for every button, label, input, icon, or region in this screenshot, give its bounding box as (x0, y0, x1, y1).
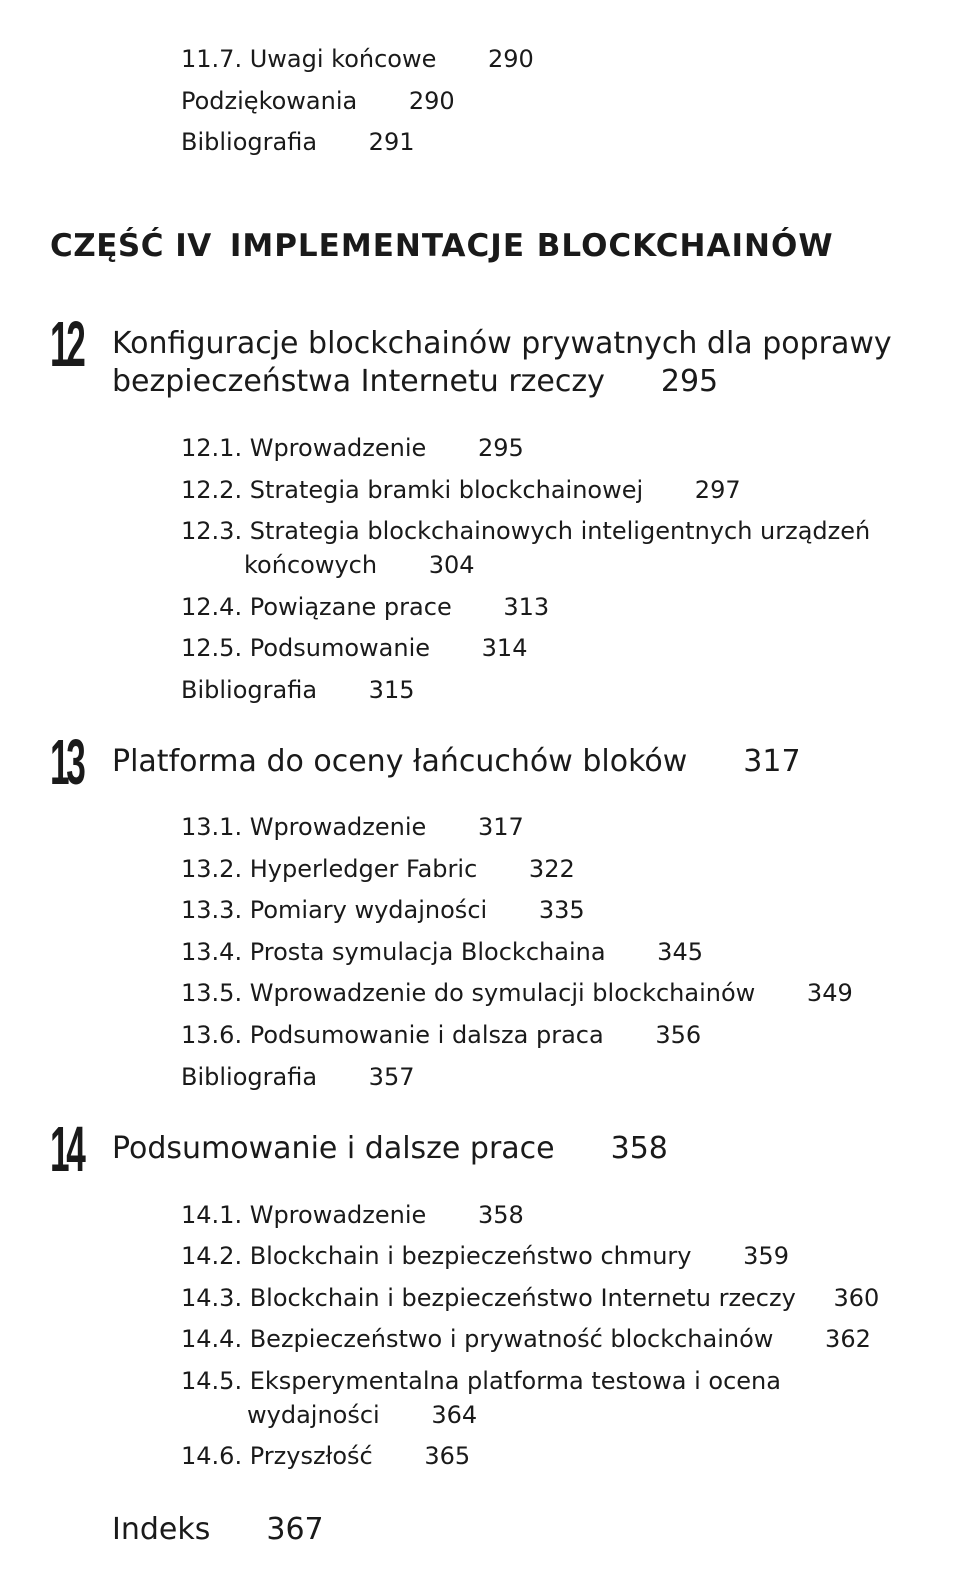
chapter-title-line: Konfiguracje blockchainów prywatnych dla poprawy (112, 326, 892, 361)
section-title: Wprowadzenie (249, 813, 427, 841)
toc-entry (181, 937, 703, 967)
page-number: 295 (477, 434, 524, 462)
toc-entry (181, 433, 524, 463)
section-number: 14.1. (181, 1201, 243, 1229)
index-entry (112, 1511, 324, 1549)
section-number: 12.3. (181, 517, 243, 545)
section-title: Blockchain i bezpieczeństwo chmury (249, 1242, 692, 1270)
page-number: 345 (657, 938, 703, 966)
section-number: 13.4. (181, 938, 243, 966)
section-number: 13.5. (181, 979, 243, 1007)
page-number: 358 (610, 1131, 668, 1166)
page-number: 364 (431, 1401, 478, 1429)
section-number: 13.1. (181, 813, 243, 841)
section-number: 13.6. (181, 1021, 243, 1049)
toc-entry (181, 854, 575, 884)
section-title: Prosta symulacja Blockchaina (249, 938, 606, 966)
section-number: 11.7. (181, 45, 243, 73)
page-number: 322 (528, 855, 575, 883)
chapter-number: 12 (50, 308, 83, 380)
toc-entry (181, 592, 549, 622)
section-number: 12.5. (181, 634, 243, 662)
section-title: wydajności (247, 1401, 380, 1429)
section-title: Podsumowanie i dalsza praca (249, 1021, 604, 1049)
section-number: 13.2. (181, 855, 243, 883)
chapter-title (112, 325, 892, 363)
page-number: 362 (825, 1325, 871, 1353)
page-number: 335 (538, 896, 585, 924)
section-title: końcowych (244, 551, 378, 579)
section-title: Bibliografia (181, 128, 318, 156)
page-number: 314 (481, 634, 528, 662)
page-number: 357 (368, 1063, 415, 1091)
toc-entry (181, 1441, 470, 1471)
section-title: Podziękowania (181, 87, 358, 115)
page-number: 356 (655, 1021, 702, 1049)
chapter-number: 14 (50, 1113, 83, 1185)
part-label: CZĘŚĆ IV (50, 228, 212, 264)
section-title: Wprowadzenie (249, 1201, 427, 1229)
section-title: Strategia bramki blockchainowej (249, 476, 644, 504)
toc-entry (181, 675, 414, 705)
page-number: 290 (408, 87, 455, 115)
section-title: Wprowadzenie do symulacji blockchainów (249, 979, 756, 1007)
toc-entry (181, 127, 414, 157)
page-number: 315 (368, 676, 415, 704)
section-title: Podsumowanie (249, 634, 431, 662)
page-number: 360 (833, 1284, 880, 1312)
toc-entry (181, 1366, 781, 1396)
part-heading (50, 228, 834, 264)
toc-entry-continuation (247, 1400, 477, 1430)
section-number: 13.3. (181, 896, 243, 924)
page-number: 295 (660, 364, 719, 399)
section-title: Uwagi końcowe (249, 45, 437, 73)
section-title: Blockchain i bezpieczeństwo Internetu rzeczy (249, 1284, 796, 1312)
section-title: Eksperymentalna platforma testowa i ocena (249, 1367, 781, 1395)
section-title: Pomiary wydajności (249, 896, 488, 924)
page-number: 290 (488, 45, 534, 73)
toc-entry (181, 978, 853, 1008)
toc-entry (181, 1324, 871, 1354)
page-number: 358 (477, 1201, 524, 1229)
section-number: 14.6. (181, 1442, 243, 1470)
toc-entry (181, 1020, 701, 1050)
toc-entry (181, 812, 524, 842)
index-title: Indeks (112, 1512, 211, 1547)
page-number: 367 (266, 1512, 324, 1547)
section-number: 12.4. (181, 593, 243, 621)
chapter-title (112, 743, 801, 781)
section-number: 12.2. (181, 476, 243, 504)
chapter-number: 13 (50, 726, 83, 798)
section-title: Przyszłość (249, 1442, 373, 1470)
toc-entry (181, 1283, 879, 1313)
section-title: Strategia blockchainowych inteligentnych urządzeń (249, 517, 871, 545)
section-title: Powiązane prace (249, 593, 452, 621)
chapter-title-line: Platforma do oceny łańcuchów bloków (112, 744, 688, 779)
page-number: 297 (694, 476, 741, 504)
page-number: 304 (428, 551, 475, 579)
toc-entry-continuation (244, 550, 475, 580)
section-number: 14.3. (181, 1284, 243, 1312)
section-title: Wprowadzenie (249, 434, 427, 462)
section-title: Bezpieczeństwo i prywatność blockchainów (249, 1325, 774, 1353)
part-title: IMPLEMENTACJE BLOCKCHAINÓW (229, 228, 834, 264)
section-title: Hyperledger Fabric (249, 855, 478, 883)
toc-entry (181, 86, 455, 116)
toc-entry (181, 1241, 789, 1271)
page-number: 291 (368, 128, 415, 156)
toc-entry (181, 1062, 414, 1092)
section-number: 12.1. (181, 434, 243, 462)
section-number: 14.5. (181, 1367, 243, 1395)
section-title: Bibliografia (181, 1063, 318, 1091)
page-number: 365 (424, 1442, 471, 1470)
page-number: 313 (503, 593, 550, 621)
page-number: 317 (477, 813, 524, 841)
toc-entry (181, 516, 870, 546)
page-number: 359 (743, 1242, 789, 1270)
toc-entry (181, 44, 534, 74)
chapter-title (112, 363, 718, 401)
toc-entry (181, 475, 741, 505)
toc-entry (181, 1200, 524, 1230)
page-number: 317 (743, 744, 801, 779)
section-number: 14.2. (181, 1242, 243, 1270)
section-number: 14.4. (181, 1325, 243, 1353)
chapter-title-line: bezpieczeństwa Internetu rzeczy (112, 364, 605, 399)
chapter-title (112, 1130, 668, 1168)
toc-entry (181, 633, 527, 663)
toc-entry (181, 895, 585, 925)
page-number: 349 (806, 979, 853, 1007)
chapter-title-line: Podsumowanie i dalsze prace (112, 1131, 555, 1166)
section-title: Bibliografia (181, 676, 318, 704)
